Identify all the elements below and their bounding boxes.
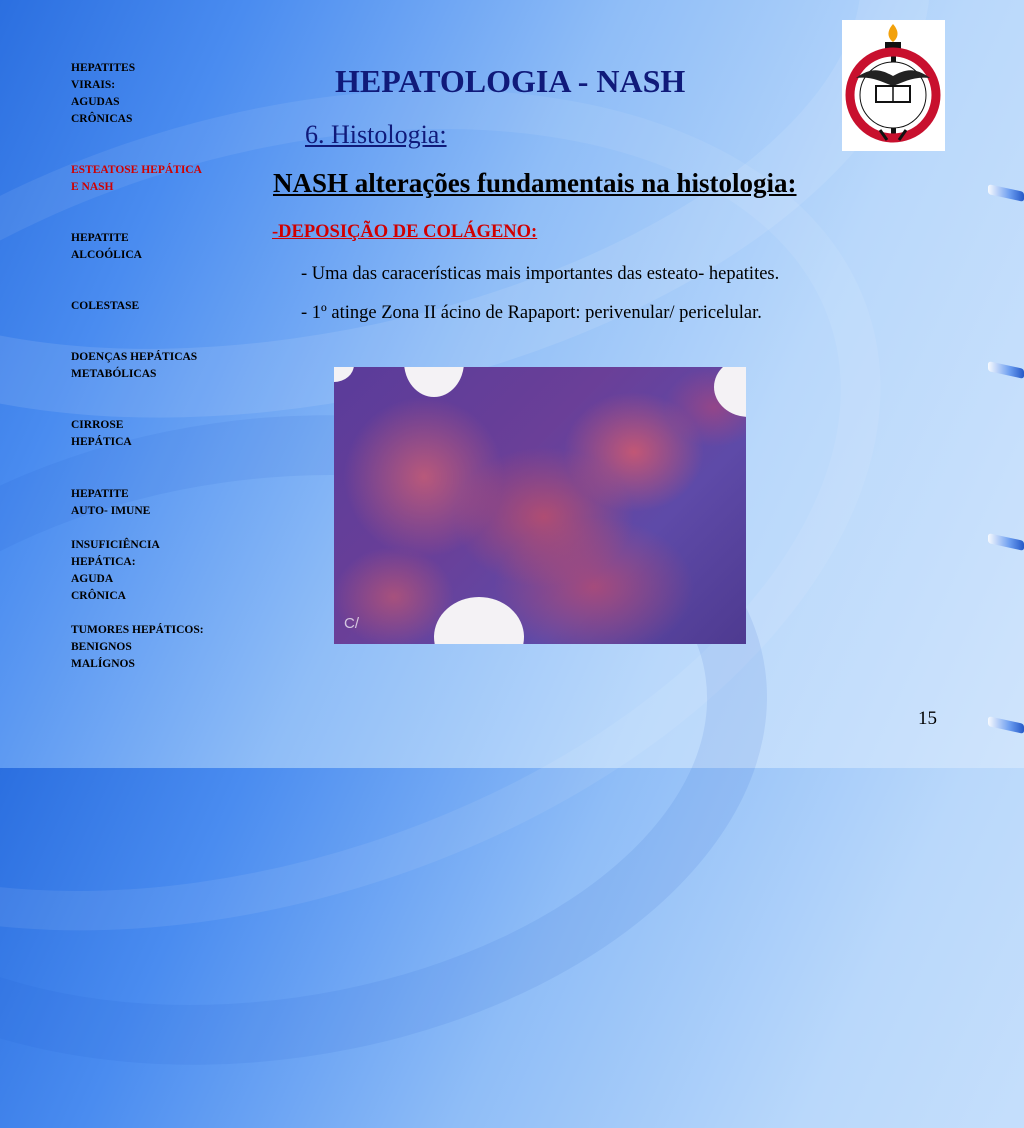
sidebar-line: AGUDA [71,573,114,585]
sidebar-line: BENIGNOS [71,641,132,653]
image-blank-area [434,597,524,644]
sidebar-line: DOENÇAS HEPÁTICAS [71,351,198,363]
decorative-tab [988,716,1024,734]
sidebar-line: TUMORES HEPÁTICOS: [71,624,204,636]
content-heading: NASH alterações fundamentais na histologia: [273,168,797,198]
decorative-tab [988,361,1024,379]
sidebar-line: VIRAIS: [71,79,116,91]
image-blank-area [714,367,746,417]
histology-image [334,367,746,644]
bullet-item: - Uma das caracerísticas mais importantes das esteato- hepatites. [301,264,780,284]
sidebar-line: HEPÁTICA [71,436,132,448]
sidebar-line: CRÔNICAS [71,113,133,125]
sidebar-item-insuficiencia[interactable] [71,537,160,605]
sidebar-line: INSUFICIÊNCIA [71,539,160,551]
content-subheading: -DEPOSIÇÃO DE COLÁGENO: [272,222,538,242]
bullet-item: - 1º atinge Zona II ácino de Rapaport: perivenular/ pericelular. [301,303,762,323]
image-blank-area [404,367,464,397]
sidebar-item-hepatites-virais[interactable] [71,60,135,128]
university-logo [842,20,945,151]
page-number: 15 [918,708,937,729]
sidebar-item-doencas-metabolicas[interactable] [71,349,197,383]
sidebar-line: HEPATITE [71,232,129,244]
sidebar-line: METABÓLICAS [71,368,157,380]
sidebar-line: HEPÁTICA: [71,556,136,568]
sidebar-item-hepatite-autoimune[interactable] [71,486,150,520]
sidebar-line: CRÔNICA [71,590,126,602]
sidebar-line: COLESTASE [71,300,140,312]
decorative-tab [988,533,1024,551]
sidebar-line: MALÍGNOS [71,658,135,670]
sidebar-item-tumores[interactable] [71,622,204,673]
decorative-tab [988,184,1024,202]
sidebar-item-colestase[interactable] [71,298,139,315]
section-title: 6. Histologia: [305,120,447,149]
sidebar-line: HEPATITES [71,62,136,74]
sidebar-line: AUTO- IMUNE [71,505,151,517]
image-label: C/ [344,615,359,632]
sidebar-line: ALCOÓLICA [71,249,142,261]
sidebar-line: HEPATITE [71,488,129,500]
sidebar-line: ESTEATOSE HEPÁTICA [71,164,202,176]
university-seal-icon [842,20,945,151]
slide-title: HEPATOLOGIA - NASH [335,63,686,99]
sidebar-item-cirrose[interactable] [71,417,132,451]
image-blank-area [334,367,354,382]
sidebar-line: AGUDAS [71,96,120,108]
sidebar-line: E NASH [71,181,114,193]
sidebar-item-esteatose-nash[interactable] [71,162,202,196]
sidebar-item-hepatite-alcoolica[interactable] [71,230,142,264]
sidebar-line: CIRROSE [71,419,124,431]
